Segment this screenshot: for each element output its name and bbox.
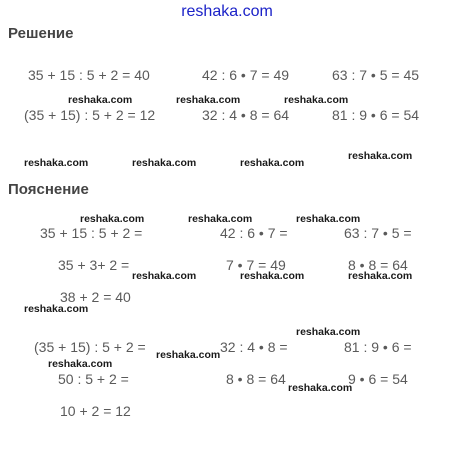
- explanation-d1: (35 + 15) : 5 + 2 =: [34, 339, 146, 355]
- explanation-b1: 42 : 6 • 7 =: [220, 225, 288, 241]
- explanation-d2: 50 : 5 + 2 =: [58, 371, 129, 387]
- watermark: reshaka.com: [284, 94, 349, 106]
- watermark: reshaka.com: [132, 270, 197, 282]
- solution-eq-1: 35 + 15 : 5 + 2 = 40: [28, 67, 150, 83]
- watermark: reshaka.com: [240, 157, 305, 169]
- watermark: reshaka.com: [176, 94, 241, 106]
- solution-eq-5: 32 : 4 • 8 = 64: [202, 107, 290, 123]
- explanation-c1: 63 : 7 • 5 =: [344, 225, 412, 241]
- watermark: reshaka.com: [24, 303, 89, 315]
- site-title[interactable]: reshaka.com: [181, 3, 273, 20]
- solution-eq-3: 63 : 7 • 5 = 45: [332, 67, 420, 83]
- watermark: reshaka.com: [288, 382, 353, 394]
- explanation-a2: 35 + 3+ 2 =: [58, 257, 130, 273]
- watermark: reshaka.com: [240, 270, 305, 282]
- watermark: reshaka.com: [296, 213, 361, 225]
- watermark: reshaka.com: [156, 349, 221, 361]
- watermark: reshaka.com: [68, 94, 133, 106]
- explanation-d3: 10 + 2 = 12: [60, 403, 131, 419]
- watermark: reshaka.com: [348, 150, 413, 162]
- explanation-f2: 9 • 6 = 54: [348, 371, 408, 387]
- explanation-f1: 81 : 9 • 6 =: [344, 339, 412, 355]
- watermark: reshaka.com: [48, 358, 113, 370]
- explanation-a1: 35 + 15 : 5 + 2 =: [40, 225, 143, 241]
- watermark: reshaka.com: [24, 157, 89, 169]
- watermark: reshaka.com: [296, 326, 361, 338]
- solution-eq-2: 42 : 6 • 7 = 49: [202, 67, 290, 83]
- explanation-e1: 32 : 4 • 8 =: [220, 339, 288, 355]
- watermark: reshaka.com: [132, 157, 197, 169]
- solution-eq-6: 81 : 9 • 6 = 54: [332, 107, 420, 123]
- explanation-b2: 7 • 7 = 49: [226, 257, 286, 273]
- solution-heading: Решение: [8, 25, 74, 42]
- watermark: reshaka.com: [80, 213, 145, 225]
- watermark: reshaka.com: [348, 270, 413, 282]
- explanation-heading: Пояснение: [8, 181, 89, 198]
- solution-eq-4: (35 + 15) : 5 + 2 = 12: [24, 107, 156, 123]
- watermark: reshaka.com: [188, 213, 253, 225]
- explanation-e2: 8 • 8 = 64: [226, 371, 286, 387]
- explanation-c2: 8 • 8 = 64: [348, 257, 408, 273]
- explanation-a3: 38 + 2 = 40: [60, 289, 131, 305]
